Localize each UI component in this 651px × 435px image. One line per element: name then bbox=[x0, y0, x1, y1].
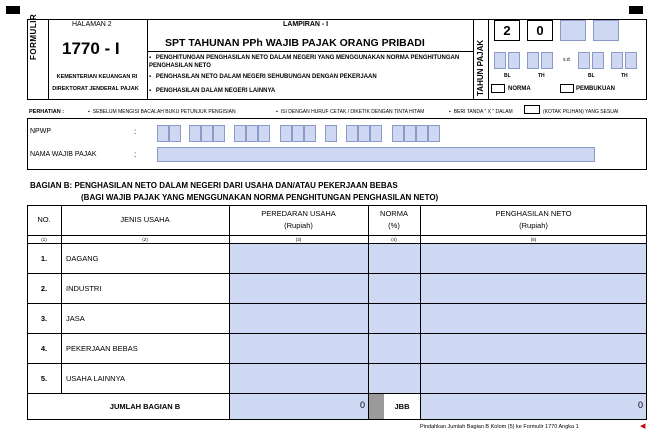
period-box[interactable] bbox=[508, 52, 520, 69]
year-digit-box[interactable]: 2 bbox=[494, 20, 520, 41]
norma-label: NORMA bbox=[508, 86, 531, 92]
row-number: 3. bbox=[40, 314, 48, 323]
period-box[interactable] bbox=[527, 52, 539, 69]
col-header-penghasilan: PENGHASILAN NETO bbox=[495, 209, 572, 218]
form-title: SPT TAHUNAN PPh WAJIB PAJAK ORANG PRIBADI bbox=[165, 37, 425, 49]
formulir-label: FORMULIR bbox=[29, 13, 38, 60]
peredaran-cells[interactable] bbox=[229, 243, 368, 393]
header-bullet-3: ▪ PENGHASILAN DALAM NEGERI LAINNYA bbox=[149, 88, 275, 94]
col-number: (1) bbox=[41, 237, 47, 242]
total-penghasilan-value: 0 bbox=[637, 400, 643, 410]
period-box[interactable] bbox=[541, 52, 553, 69]
total-label: JUMLAH BAGIAN B bbox=[109, 402, 181, 411]
row-jenis: PEKERJAAN BEBAS bbox=[66, 344, 138, 353]
bl-label: BL bbox=[588, 73, 595, 79]
section-b-title: BAGIAN B: PENGHASILAN NETO DALAM NEGERI DARI USAHA DAN/ATAU PEKERJAAN BEBAS bbox=[30, 181, 398, 190]
header-bullet-2: ▪ PENGHASILAN NETO DALAM NEGERI SEHUBUNGAN DENGAN PEKERJAAN bbox=[149, 74, 377, 80]
nama-input[interactable] bbox=[157, 147, 595, 162]
th-label: TH bbox=[621, 73, 628, 79]
col-number: (5) bbox=[530, 237, 537, 242]
lampiran-label: LAMPIRAN - I bbox=[283, 21, 329, 28]
halaman-label: HALAMAN 2 bbox=[72, 21, 112, 28]
year-digit-box[interactable]: 0 bbox=[527, 20, 553, 41]
th-label: TH bbox=[538, 73, 545, 79]
pembukuan-label: PEMBUKUAN bbox=[576, 86, 615, 92]
pembukuan-checkbox[interactable] bbox=[560, 84, 574, 93]
norma-checkbox[interactable] bbox=[491, 84, 505, 93]
col-header-penghasilan-unit: (Rupiah) bbox=[519, 221, 548, 230]
period-box[interactable] bbox=[625, 52, 637, 69]
npwp-colon: : bbox=[134, 127, 137, 136]
total-norma-cell bbox=[368, 393, 384, 419]
col-header-peredaran-unit: (Rupiah) bbox=[284, 221, 313, 230]
year-digit-box[interactable] bbox=[560, 20, 586, 41]
tahun-pajak-label: TAHUN PAJAK bbox=[476, 39, 485, 96]
col-header-jenis: JENIS USAHA bbox=[120, 215, 170, 224]
period-box[interactable] bbox=[578, 52, 590, 69]
row-jenis: USAHA LAINNYA bbox=[66, 374, 126, 383]
directorate-label: DIREKTORAT JENDERAL PAJAK bbox=[52, 86, 139, 92]
row-jenis: DAGANG bbox=[66, 254, 99, 263]
arrow-icon: ◀ bbox=[640, 423, 646, 430]
total-peredaran-value: 0 bbox=[359, 400, 365, 410]
perhatian-label: PERHATIAN : bbox=[29, 109, 65, 115]
period-box[interactable] bbox=[592, 52, 604, 69]
row-jenis: INDUSTRI bbox=[66, 284, 102, 293]
row-jenis: JASA bbox=[66, 314, 85, 323]
col-number: (2) bbox=[142, 237, 148, 242]
col-header-norma: NORMA bbox=[380, 209, 408, 218]
perhatian-item-1: ▪ SEBELUM MENGISI BACALAH BUKU PETUNJUK PENGISIAN bbox=[88, 109, 236, 115]
period-box[interactable] bbox=[611, 52, 623, 69]
identity-frame bbox=[27, 118, 647, 170]
sd-label: s.d bbox=[563, 57, 570, 63]
norma-cells[interactable] bbox=[368, 243, 420, 393]
row-number: 5. bbox=[40, 374, 48, 383]
col-header-no: NO. bbox=[37, 215, 51, 224]
row-number: 4. bbox=[40, 344, 48, 353]
ministry-label: KEMENTERIAN KEUANGAN RI bbox=[56, 74, 138, 80]
period-box[interactable] bbox=[494, 52, 506, 69]
col-header-peredaran: PEREDARAN USAHA bbox=[261, 209, 336, 218]
form-number: 1770 - I bbox=[62, 39, 120, 58]
row-number: 2. bbox=[40, 284, 48, 293]
perhatian-item-2: ▪ ISI DENGAN HURUF CETAK / DIKETIK DENGAN TINTA HITAM bbox=[276, 109, 424, 115]
nama-colon: : bbox=[134, 150, 137, 159]
perhatian-item-3: ▪ BERI TANDA " X " DALAM bbox=[449, 109, 513, 115]
footnote: Pindahkan Jumlah Bagian B Kolom (5) ke Formulir 1770 Angka 1 bbox=[420, 424, 579, 430]
penghasilan-cells[interactable] bbox=[420, 243, 646, 393]
nama-label: NAMA WAJIB PAJAK bbox=[30, 151, 97, 158]
bl-label: BL bbox=[504, 73, 511, 79]
col-number: (3) bbox=[295, 237, 302, 242]
section-b-subtitle: (BAGI WAJIB PAJAK YANG MENGGUNAKAN NORMA PENGHITUNGAN PENGHASILAN NETO) bbox=[81, 193, 439, 202]
header-bullet-1: ▪ PENGHITUNGAN PENGHASILAN NETO DALAM NEGERI YANG MENGGUNAKAN NORMA PENGHITUNGAN PENGHASILAN NETO bbox=[149, 54, 471, 70]
corner-marker-left bbox=[6, 6, 20, 14]
col-number: (4) bbox=[391, 237, 397, 242]
row-number: 1. bbox=[40, 254, 48, 263]
corner-marker-right bbox=[629, 6, 643, 14]
col-header-norma-unit: (%) bbox=[388, 221, 400, 230]
perhatian-item-4: (KOTAK PILIHAN) YANG SESUAI bbox=[543, 109, 619, 115]
checkbox-sample bbox=[524, 105, 540, 114]
jbb-label: JBB bbox=[394, 402, 410, 411]
npwp-label: NPWP bbox=[30, 128, 51, 135]
year-digit-box[interactable] bbox=[593, 20, 619, 41]
